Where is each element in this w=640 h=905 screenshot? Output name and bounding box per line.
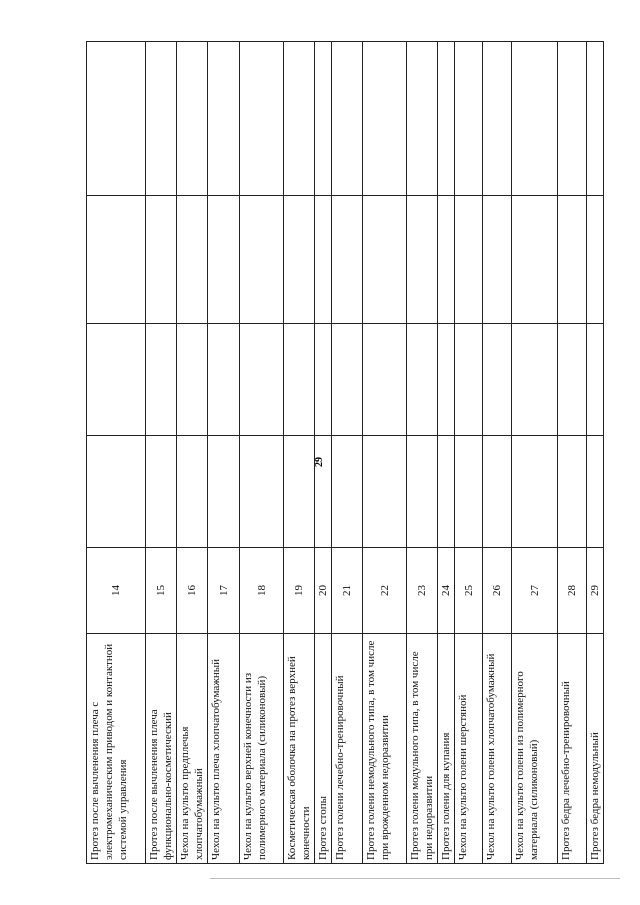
empty-cell xyxy=(455,196,483,324)
empty-cell xyxy=(284,436,315,548)
device-name-cell: Протез голени немодульного типа, в том числе при врожденном недоразвитии xyxy=(363,634,407,864)
empty-cell xyxy=(483,324,512,436)
table-row xyxy=(332,42,363,864)
empty-cell xyxy=(363,436,407,548)
device-name-cell: Протез после вычленения плеча функционально-косметический xyxy=(146,634,177,864)
empty-cell xyxy=(146,324,177,436)
scan-line xyxy=(210,878,620,879)
empty-cell xyxy=(483,196,512,324)
table-row xyxy=(146,42,177,864)
device-name-cell: Протез бедра лечебно-тренировочный xyxy=(558,634,587,864)
empty-cell xyxy=(284,196,315,324)
page-number: 29 xyxy=(314,457,325,467)
empty-cell xyxy=(512,196,558,324)
empty-cell xyxy=(512,436,558,548)
device-name-cell: Косметическая оболочка на протез верхней конечности xyxy=(284,634,315,864)
row-number-cell: 16 xyxy=(177,548,208,634)
empty-cell xyxy=(363,196,407,324)
table-row xyxy=(284,42,315,864)
row-number-cell: 19 xyxy=(284,548,315,634)
empty-cell xyxy=(455,42,483,196)
devices-table xyxy=(86,41,604,864)
empty-cell xyxy=(208,436,240,548)
empty-cell xyxy=(315,324,332,436)
empty-cell xyxy=(332,324,363,436)
empty-cell xyxy=(208,324,240,436)
empty-cell xyxy=(558,324,587,436)
empty-cell xyxy=(240,196,284,324)
device-name-cell: Протез голени для купания xyxy=(438,634,455,864)
empty-cell xyxy=(483,436,512,548)
row-number-cell: 14 xyxy=(87,548,146,634)
table-row xyxy=(587,42,604,864)
device-name-cell: Чехол на культю голени из полимерного материала (силиконовый) xyxy=(512,634,558,864)
rotated-table-area xyxy=(86,42,618,864)
empty-cell xyxy=(558,42,587,196)
empty-cell xyxy=(284,42,315,196)
device-name-cell: Чехол на культю верхней конечности из полимерного материала (силиконовый) xyxy=(240,634,284,864)
empty-cell xyxy=(177,196,208,324)
empty-cell xyxy=(587,436,604,548)
empty-cell xyxy=(587,196,604,324)
empty-cell xyxy=(87,196,146,324)
device-name-cell: Протез голени модульного типа, в том числе при недоразвитии xyxy=(407,634,438,864)
table-row xyxy=(483,42,512,864)
empty-cell xyxy=(332,42,363,196)
empty-cell xyxy=(558,196,587,324)
empty-cell xyxy=(315,42,332,196)
device-name-cell: Чехол на культю предплечья хлопчатобумажный xyxy=(177,634,208,864)
empty-cell xyxy=(177,324,208,436)
empty-cell xyxy=(208,196,240,324)
empty-cell xyxy=(208,42,240,196)
row-number-cell: 26 xyxy=(483,548,512,634)
device-name-cell: Протез голени лечебно-тренировочный xyxy=(332,634,363,864)
row-number-cell: 25 xyxy=(455,548,483,634)
table-row xyxy=(558,42,587,864)
device-name-cell: Чехол на культю голени хлопчатобумажный xyxy=(483,634,512,864)
table-row xyxy=(512,42,558,864)
empty-cell xyxy=(332,196,363,324)
empty-cell xyxy=(438,42,455,196)
table-row xyxy=(315,42,332,864)
empty-cell xyxy=(363,42,407,196)
device-name-cell: Протез после вычленения плеча с электромеханическим приводом и контактной системой управления xyxy=(87,634,146,864)
device-name-cell: Протез бедра немодульный xyxy=(587,634,604,864)
table-row xyxy=(240,42,284,864)
empty-cell xyxy=(87,436,146,548)
empty-cell xyxy=(483,42,512,196)
empty-cell xyxy=(284,324,315,436)
row-number-cell: 22 xyxy=(363,548,407,634)
empty-cell xyxy=(438,436,455,548)
row-number-cell: 20 xyxy=(315,548,332,634)
empty-cell xyxy=(332,436,363,548)
empty-cell xyxy=(438,196,455,324)
empty-cell xyxy=(240,42,284,196)
device-name-cell: Протез стопы xyxy=(315,634,332,864)
empty-cell xyxy=(87,42,146,196)
row-number-cell: 29 xyxy=(587,548,604,634)
table-row xyxy=(87,42,146,864)
empty-cell xyxy=(407,42,438,196)
table-row xyxy=(455,42,483,864)
empty-cell xyxy=(438,324,455,436)
empty-cell xyxy=(587,324,604,436)
empty-cell xyxy=(315,436,332,548)
row-number-cell: 15 xyxy=(146,548,177,634)
empty-cell xyxy=(177,436,208,548)
empty-cell xyxy=(455,324,483,436)
empty-cell xyxy=(407,436,438,548)
empty-cell xyxy=(512,324,558,436)
empty-cell xyxy=(407,324,438,436)
empty-cell xyxy=(407,196,438,324)
empty-cell xyxy=(558,436,587,548)
row-number-cell: 27 xyxy=(512,548,558,634)
empty-cell xyxy=(177,42,208,196)
empty-cell xyxy=(87,324,146,436)
empty-cell xyxy=(146,196,177,324)
empty-cell xyxy=(240,324,284,436)
table-row xyxy=(177,42,208,864)
row-number-cell: 21 xyxy=(332,548,363,634)
empty-cell xyxy=(363,324,407,436)
row-number-cell: 18 xyxy=(240,548,284,634)
empty-cell xyxy=(512,42,558,196)
device-name-cell: Чехол на культю голени шерстяной xyxy=(455,634,483,864)
empty-cell xyxy=(146,42,177,196)
row-number-cell: 28 xyxy=(558,548,587,634)
empty-cell xyxy=(587,42,604,196)
table-row xyxy=(438,42,455,864)
table-row xyxy=(407,42,438,864)
table-row xyxy=(363,42,407,864)
table-row xyxy=(208,42,240,864)
empty-cell xyxy=(146,436,177,548)
empty-cell xyxy=(315,196,332,324)
row-number-cell: 23 xyxy=(407,548,438,634)
row-number-cell: 17 xyxy=(208,548,240,634)
device-name-cell: Чехол на культю плеча хлопчатобумажный xyxy=(208,634,240,864)
empty-cell xyxy=(240,436,284,548)
empty-cell xyxy=(455,436,483,548)
row-number-cell: 24 xyxy=(438,548,455,634)
